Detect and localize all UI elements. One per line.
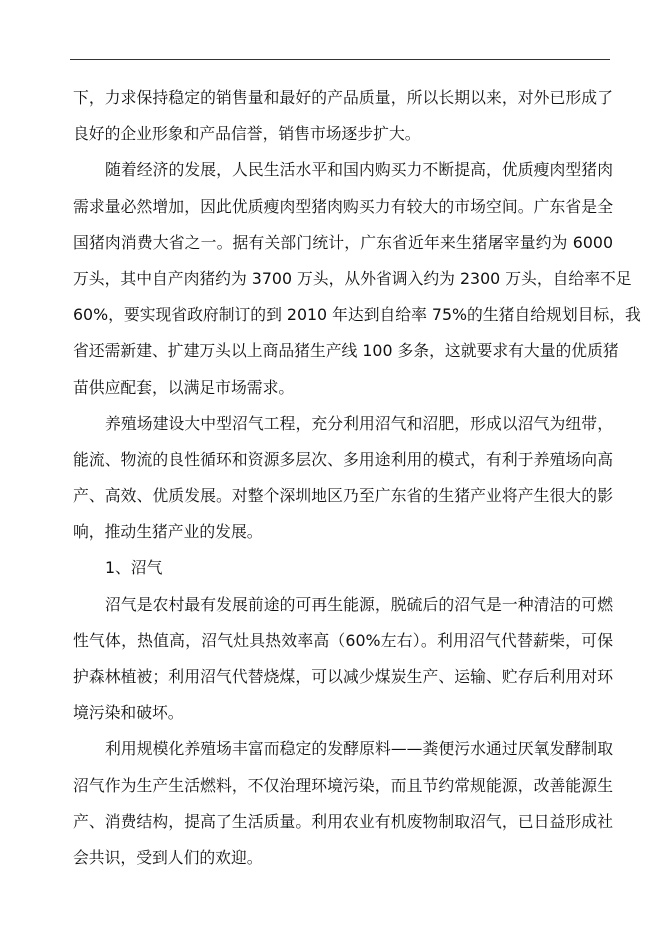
paragraph-3-line-3: 产、高效、优质发展。对整个深圳地区乃至广东省的生猪产业将产生很大的影	[73, 486, 613, 506]
paragraph-4-line-2: 性气体，热值高，沼气灶具热效率高（60%左右）。利用沼气代替薪柴，可保	[73, 630, 613, 650]
paragraph-2-line-7: 苗供应配套，以满足市场需求。	[73, 377, 295, 397]
paragraph-5-line-2: 沼气作为生产生活燃料，不仅治理环境污染，而且节约常规能源，改善能源生	[73, 775, 613, 795]
document-body	[73, 80, 641, 876]
paragraph-4-line-3: 护森林植被；利用沼气代替烧煤，可以减少煤炭生产、运输、贮存后利用对环	[73, 667, 613, 686]
paragraph-5-line-4: 会共识，受到人们的欢迎。	[73, 847, 263, 867]
paragraph-4-line-4: 境污染和破坏。	[73, 703, 184, 723]
section-heading: 1、沼气	[105, 558, 163, 578]
paragraph-2-line-3: 国猪肉消费大省之一。据有关部门统计，广东省近年来生猪屠宰量约为 6000	[73, 232, 613, 252]
paragraph-1-line-1: 下，力求保持稳定的销售量和最好的产品质量，所以长期以来，对外已形成了	[73, 88, 613, 107]
header-rule	[70, 59, 610, 60]
paragraph-4-line-1: 沼气是农村最有发展前途的可再生能源，脱硫后的沼气是一种清洁的可燃	[105, 594, 613, 614]
paragraph-5-line-1: 利用规模化养殖场丰富而稳定的发酵原料——粪便污水通过厌氧发酵制取	[105, 739, 613, 759]
paragraph-2-line-5: 60%，要实现省政府制订的到 2010 年达到自给率 75%的生猪自给规划目标，我	[73, 305, 641, 325]
paragraph-5-line-3: 产、消费结构，提高了生活质量。利用农业有机废物制取沼气，已日益形成社	[73, 811, 613, 831]
paragraph-2-line-2: 需求量必然增加，因此优质瘦肉型猪肉购买力有较大的市场空间。广东省是全	[73, 196, 613, 216]
paragraph-3-line-4: 响，推动生猪产业的发展。	[73, 522, 263, 542]
paragraph-3-line-1: 养殖场建设大中型沼气工程，充分利用沼气和沼肥，形成以沼气为纽带，	[105, 413, 613, 433]
paragraph-3-line-2: 能流、物流的良性循环和资源多层次、多用途利用的模式，有利于养殖场向高	[73, 449, 613, 469]
paragraph-2-line-4: 万头，其中自产肉猪约为 3700 万头，从外省调入约为 2300 万头，自给率不足	[73, 268, 632, 288]
paragraph-1-line-2: 良好的企业形象和产品信誉，销售市场逐步扩大。	[73, 124, 421, 144]
paragraph-2-line-1: 随着经济的发展，人民生活水平和国内购买力不断提高，优质瘦肉型猪肉	[105, 160, 613, 180]
paragraph-2-line-6: 省还需新建、扩建万头以上商品猪生产线 100 多条，这就要求有大量的优质猪	[73, 341, 619, 361]
